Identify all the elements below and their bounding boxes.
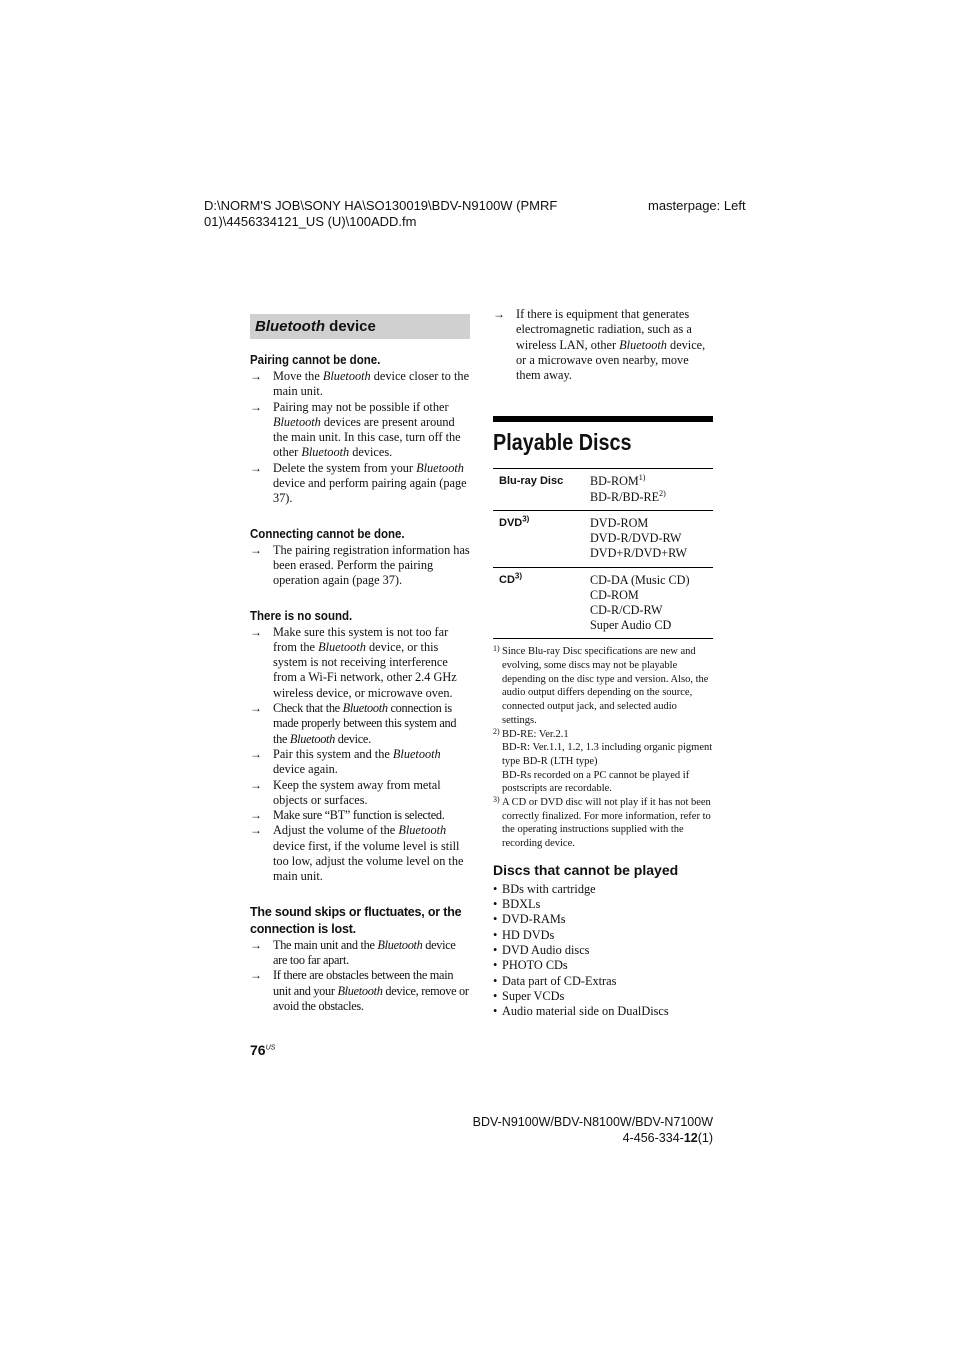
list-item: → Delete the system from your Bluetooth device and perform pairing again (page 37). [250, 460, 467, 506]
subheading: There is no sound. [250, 608, 353, 623]
arrow-icon: → [250, 746, 262, 761]
disc-category: DVD$^{3)}$ [493, 510, 584, 567]
group-connecting [250, 526, 470, 589]
arrow-icon: → [250, 542, 262, 557]
table-row [493, 469, 713, 510]
list-item: → Adjust the volume of the Bluetooth device first, if the volume level is still too low, adjust the volume level on the main unit. [250, 823, 464, 884]
arrow-icon: → [493, 307, 505, 321]
list-item: → Make sure “BT” function is selected. [250, 808, 445, 823]
group-no-sound [250, 608, 470, 885]
model-numbers: BDV-N9100W/BDV-N8100W/BDV-N7100W [472, 1115, 713, 1129]
list-item: → Pair this system and the Bluetooth device again. [250, 746, 441, 777]
list-item: • HD DVDs [493, 928, 713, 943]
list-item: → If there are obstacles between the main unit and your Bluetooth device, remove or avoid the obstacles. [250, 968, 469, 1013]
arrow-icon: → [250, 968, 262, 983]
table-row [493, 567, 713, 639]
disc-category: Blu-ray Disc [493, 469, 584, 510]
cannot-play-list [493, 882, 713, 1020]
list-item: → Move the Bluetooth device closer to the main unit. [250, 369, 470, 399]
arrow-icon: → [250, 937, 262, 952]
masterpage-label: masterpage: Left [648, 198, 746, 213]
document-code: 4-456-334-12(1) [622, 1131, 713, 1145]
list-item: • Super VCDs [493, 989, 713, 1004]
page-title: Playable Discs [493, 429, 632, 456]
list-item: → The main unit and the Bluetooth device are too far apart. [250, 937, 456, 967]
section-heading-bluetooth-device: Bluetooth device [250, 314, 470, 339]
list-item: • BDs with cartridge [493, 882, 713, 897]
arrow-icon: → [250, 777, 262, 792]
disc-category: CD$^{3)}$ [493, 567, 584, 639]
list-item: → The pairing registration information has been erased. Perform the pairing operation again (page 37). [250, 542, 470, 588]
disc-types: CD-DA (Music CD) CD-ROM CD-R/CD-RW Super Audio CD [584, 567, 713, 639]
file-path-header: D:\NORM'S JOB\SONY HA\SO130019\BDV-N9100W (PMRF 01)\4456334121_US (U)\100ADD.fm [204, 198, 558, 229]
list-item: → If there is equipment that generates electromagnetic radiation, such as a wireless LAN, other Bluetooth device, or a microwave oven nearby, move them away. [493, 307, 706, 383]
arrow-icon: → [250, 823, 262, 838]
arrow-icon: → [250, 399, 262, 414]
arrow-icon: → [250, 808, 262, 823]
group-sound-skips [250, 904, 470, 1014]
group-pairing [250, 352, 470, 507]
subheading: The sound skips or fluctuates, or the connection is lost. [250, 904, 462, 936]
list-item: • DVD Audio discs [493, 943, 713, 958]
section-heading-cannot-play: Discs that cannot be played [493, 861, 679, 878]
footnote: 3) A CD or DVD disc will not play if it has not been correctly finalized. For more information, refer to the operating instructions supplied with the recording device. [493, 795, 711, 850]
model-info [473, 1114, 713, 1146]
footnotes [493, 645, 713, 851]
arrow-icon: → [250, 701, 262, 716]
list-item: → Check that the Bluetooth connection is made properly between this system and the Bluetooth device. [250, 701, 457, 746]
page-number: $76^{US}$ [250, 1042, 276, 1058]
subheading: Pairing cannot be done. [250, 353, 381, 367]
list-item: → Make sure this system is not too far from the Bluetooth device, or this system is not receiving interference from a Wi-Fi network, other 2.4 GHz wireless device, or microwave oven. [250, 624, 457, 700]
disc-types: BD-ROM$^{1)}$ BD-R/BD-RE$^{2)}$ [584, 469, 713, 510]
footnote: 2) BD-RE: Ver.2.1 BD-R: Ver.1.1, 1.2, 1.3 including organic pigment type BD-R (LTH type) BD-Rs recorded on a PC cannot be played if postscripts are recordable. [493, 726, 713, 795]
table-row [493, 510, 713, 567]
list-item: • Audio material side on DualDiscs [493, 1004, 713, 1019]
arrow-icon: → [250, 624, 262, 639]
disc-types: DVD-ROM DVD-R/DVD-RW DVD+R/DVD+RW [584, 510, 713, 567]
footnote: 1) Since Blu-ray Disc specifications are new and evolving, some discs may not be playable depending on the disc type and version. Also, the audio output differs depending on the source, connected output jack, and selected audio settings. [493, 644, 709, 726]
arrow-icon: → [250, 460, 262, 475]
playable-discs-table [493, 468, 713, 639]
subheading: Connecting cannot be done. [250, 526, 405, 541]
arrow-icon: → [250, 369, 262, 383]
left-column [250, 314, 470, 1014]
list-item: → Pairing may not be possible if other Bluetooth devices are present around the main unit. In this case, turn off the other Bluetooth devices. [250, 399, 461, 460]
list-item: • BDXLs [493, 897, 713, 912]
list-item: • PHOTO CDs [493, 958, 713, 973]
list-item: • Data part of CD-Extras [493, 974, 713, 989]
list-item: • DVD-RAMs [493, 912, 713, 927]
right-column [493, 307, 713, 1020]
list-item: → Keep the system away from metal objects or surfaces. [250, 777, 441, 807]
